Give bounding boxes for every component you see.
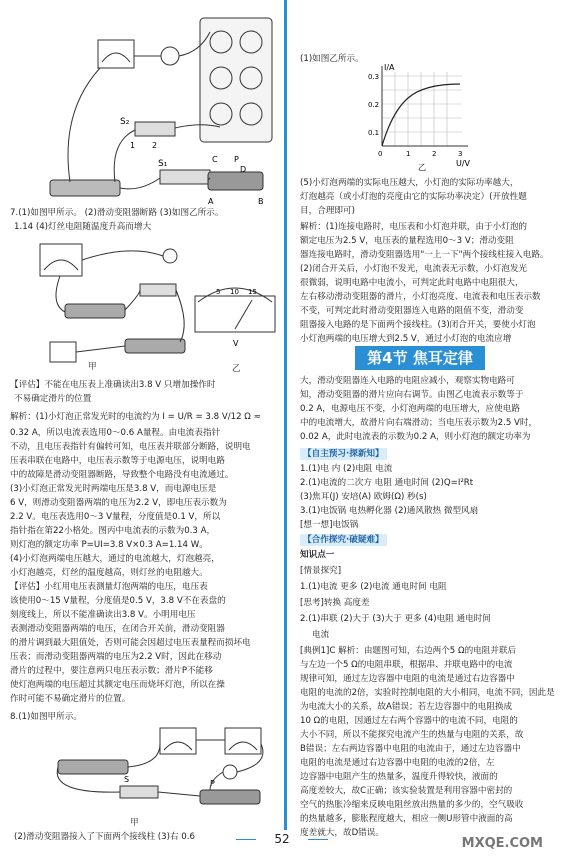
r-analysis-line: 小灯泡两端的电压增大到2.5 V，通过小灯泡的电流应增 <box>300 334 512 344</box>
eval-line-0: 【评估】不能在电压表上准确读出3.8 V 只增加操作时 <box>10 380 216 390</box>
svg-text:B: B <box>258 197 264 206</box>
preview-line: 2.(1)电流的二次方 电阻 通电时间 (2)Q=I²Rt <box>300 478 474 488</box>
analysis-line: 2.2 V。电压表选用0～3 V量程，分度值是0.1 V，所以 <box>10 512 221 522</box>
tag-explore: 【合作探究·破疑难】 <box>300 534 387 546</box>
preview-line: [想一想]电饭锅 <box>300 520 359 530</box>
analysis-line: 小灯泡越亮，灯丝的温度越高，则灯丝的电阻越大。 <box>10 568 208 578</box>
graph-xtick: 1 <box>406 150 411 158</box>
example-line: 大小不同，所以不能探究电流产生的热量与电阻的关系，故 <box>300 730 524 740</box>
r-analysis-line: 0.2 A，电源电压不变，小灯泡两端的电压增大，应使电路 <box>300 404 520 414</box>
svg-text:D: D <box>240 165 247 174</box>
r-analysis-line: 解析：(1)连接电路时，电压表和小灯泡并联，由于小灯泡的 <box>300 222 528 232</box>
example-line: 电阻的电流的2倍，实验时控制电阻的大小相同，电流不同，因此是 <box>300 688 555 698</box>
r-analysis-line: 阻器接入电路的是下面两个接线柱。(3)闭合开关，要使小灯泡 <box>300 320 536 330</box>
circuit-figure-jia-yi <box>30 234 280 374</box>
svg-text:C: C <box>212 155 218 164</box>
r-analysis-line: 知，滑动变阻器的滑片应向右调节。由图乙电流表示数等于 <box>300 390 524 400</box>
graph-xtick: 2 <box>432 150 437 158</box>
column-divider <box>284 0 287 830</box>
figure-label-yi: 乙 <box>232 364 241 374</box>
svg-text:P: P <box>234 155 239 164</box>
example-line: 边容器中电阻产生的热量多，温度升得较快，液面的 <box>300 772 498 782</box>
preview-line: 3.(1)电饭锅 电热孵化器 (2)通风散热 微型风扇 <box>300 506 479 516</box>
page-number: 52 <box>260 832 304 846</box>
r-analysis-line: 大，滑动变阻器连入电路的电阻应减小，观察实物电路可 <box>300 376 515 386</box>
example-line: 的热量越多，膨胀程度越大，相应一侧U形管中液面的高 <box>300 814 513 824</box>
example-line: 度差就大，故D错误。 <box>300 828 384 838</box>
analysis-line: 不动，且电压表指针有偏转可知，电压表并联部分断路，说明电 <box>10 442 251 452</box>
r-analysis-line: 器连接电路时，滑动变阻器选用"一上一下"两个接线柱接入电路。 <box>300 250 549 260</box>
example-line: 为电流大小的关系，故A错误；若左边容器中的电阻换成 <box>300 702 513 712</box>
explore-line: 2.(1)串联 (2)大于 (3)大于 更多 (4)电阻 通电时间 <box>300 614 491 624</box>
analysis-line: 该使用0～15 V量程，分度值是0.5 V，3.8 V不在表盘的 <box>10 596 226 606</box>
svg-text:A: A <box>208 197 214 206</box>
example-line: 高度差较大，故C正确；该实验装置是利用容器中密封的 <box>300 786 513 796</box>
r-analysis-line: 很微弱，说明电路中电流小，可判定此时电路中电阻很大， <box>300 278 524 288</box>
graph-ylabel: I/A <box>384 63 395 72</box>
analysis-line: 解析：(1)小灯泡正常发光时的电流约为 I = U/R = 3.8 V/12 Ω ≈ <box>10 412 261 422</box>
q8-answer-line2: (2)滑动变阻器接入了下面两个接线柱 (3)右 0.6 <box>14 832 195 842</box>
svg-text:V: V <box>233 339 239 348</box>
q7-answer-line2: 1.14 (4)灯丝电阻随温度升高而增大 <box>14 222 152 232</box>
analysis-line: 中的故障是滑动变阻器断路，导致整个电路没有电流通过。 <box>10 470 234 480</box>
r-analysis-line: (2)闭合开关后，小灯泡不发光，电流表无示数，小灯泡发光 <box>300 264 528 274</box>
svg-text:S₂: S₂ <box>120 117 130 127</box>
example-line: B错误；左右两边容器中电阻的电流由于，通过左边容器中 <box>300 744 521 754</box>
example-line: [典例1]C 解析：由题图可知，右边两个5 Ω的电阻并联后 <box>300 646 517 656</box>
preview-line: (3)焦耳(J) 安培(A) 欧姆(Ω) 秒(s) <box>300 492 427 502</box>
graph-xlabel: U/V <box>456 159 471 168</box>
tag-preview: 【自主预习·探新知】 <box>300 448 387 460</box>
svg-text:2: 2 <box>152 141 158 150</box>
preview-line: 1.(1)电 内 (2)电阻 电流 <box>300 464 393 474</box>
q8-answer-line1: 8.(1)如图甲所示。 <box>10 712 82 722</box>
r-analysis-line: 左右移动滑动变阻器的滑片，小灯泡亮度、电流表和电压表示数 <box>300 292 541 302</box>
graph-caption: 乙 <box>418 163 426 172</box>
svg-text:P: P <box>210 779 215 788</box>
explore-line: 电流 <box>312 630 330 640</box>
svg-text:10: 10 <box>230 288 239 296</box>
r-analysis-line: 0.02 A，此时电流表的示数为0.2 A，则小灯泡的额定功率为 <box>300 432 531 442</box>
analysis-line: 指针指在第22小格处。图丙中电流表的示数为0.3 A， <box>10 526 216 536</box>
example-line: 空气的热胀冷缩来反映电阻丝放出热量的多少的，空气吸收 <box>300 800 524 810</box>
after-graph-line: 目，合理即可) <box>300 206 355 216</box>
analysis-line: 则灯泡的额定功率 P=UI=3.8 V×0.3 A=1.14 W。 <box>10 540 208 550</box>
circuit-figure-jia-2 <box>50 724 275 824</box>
graph-ytick: 0.3 <box>368 73 380 81</box>
analysis-line: 表测滑动变阻器两端的电压，在闭合开关前，滑动变阻器 <box>10 624 225 634</box>
analysis-line: 刻度线上，所以不能准确读出3.8 V。小明用电压 <box>10 610 196 620</box>
graph-ytick: 0.2 <box>368 101 380 109</box>
circuit-figure-top <box>40 12 275 207</box>
r-analysis-line: 不变，可判定此时滑动变阻器连入电路的阻值不变，滑动变 <box>300 306 524 316</box>
q7-answer-line1: 7.(1)如图甲所示。 (2)滑动变阻器断路 (3)如图乙所示。 <box>10 208 224 218</box>
analysis-line: (4)小灯泡两端电压越大，通过的电流越大，灯泡越亮， <box>10 554 220 564</box>
r-analysis-line: 中的电流增大，故滑片向右端滑动；当电压表示数为2.5 V时， <box>300 418 538 428</box>
after-graph-line: 灯泡越亮（或小灯泡的亮度由它的实际功率决定）(开放性题 <box>300 192 527 202</box>
r-analysis-line: 额定电压为2.5 V，电压表的量程选用0～3 V；滑动变阻 <box>300 236 514 246</box>
example-line: 规律可知，通过左边容器中电阻的电流是通过右边容器中 <box>300 674 515 684</box>
figure-label-jia-2: 甲 <box>130 818 139 828</box>
analysis-line: 使灯泡两端的电压超过其额定电压而烧坏灯泡，所以在操 <box>10 680 225 690</box>
analysis-line: (3)小灯泡正常发光时两端电压是3.8 V，而电源电压是 <box>10 484 217 494</box>
svg-text:1: 1 <box>130 141 136 150</box>
graph-xtick: 0 <box>378 150 383 158</box>
graph-ytick: 0.1 <box>368 129 380 137</box>
svg-text:S: S <box>124 775 130 784</box>
analysis-line: 的滑片调到最大阻值处，否则可能会因超过电压表量程而损坏电 <box>10 638 251 648</box>
example-line: 10 Ω的电阻，因通过左右两个容器中的电流不同，电阻的 <box>300 716 518 726</box>
analysis-line: 压表串联在电路中，电压表示数等于电源电压，说明电路 <box>10 456 225 466</box>
figure-label-jia: 甲 <box>88 362 97 372</box>
svg-text:S₁: S₁ <box>158 159 168 169</box>
analysis-line: 6 V，则滑动变阻器两端的电压为2.2 V，即电压表示数为 <box>10 498 227 508</box>
example-line: 电阻的电流是通过右边容器中电阻的电流的2倍，左 <box>300 758 495 768</box>
explore-line: 1.(1)电流 更多 (2)电流 通电时间 电阻 <box>300 582 447 592</box>
svg-text:15: 15 <box>248 288 257 296</box>
section-title: 第4节 焦耳定律 <box>355 346 485 370</box>
example-line: 与左边一个5 Ω的电阻串联，根据串、并联电路中的电流 <box>300 660 513 670</box>
analysis-line: 滑片的过程中，要注意两只电压表示数；滑片P不能移 <box>10 666 213 676</box>
explore-line: [思考]转换 高度差 <box>300 598 370 608</box>
right-answer-line1: (1)如图乙所示。 <box>300 54 364 64</box>
explore-label: [情景探究] <box>300 566 342 576</box>
svg-text:5: 5 <box>216 288 221 296</box>
eval-line-1: 不易确定滑片的位置 <box>14 394 92 404</box>
analysis-line: 0.32 A，所以电流表选用0～0.6 A量程。由电流表指针 <box>10 428 221 438</box>
analysis-line: 【评估】小红用电压表测量灯泡两端的电压，电压表 <box>10 582 208 592</box>
after-graph-line: (5)小灯泡两端的实际电压越大，小灯泡的实际功率越大， <box>300 178 519 188</box>
watermark: MXQE.COM <box>461 836 543 851</box>
knowledge-point-title: 知识点一 <box>300 550 335 560</box>
analysis-line: 压表；而滑动变阻器两端的电压为2.2 V时，因此在移动 <box>10 652 222 662</box>
analysis-line: 作时可能不易确定滑片的位置。 <box>10 694 131 704</box>
graph-xtick: 3 <box>458 150 463 158</box>
iu-graph <box>360 62 480 174</box>
